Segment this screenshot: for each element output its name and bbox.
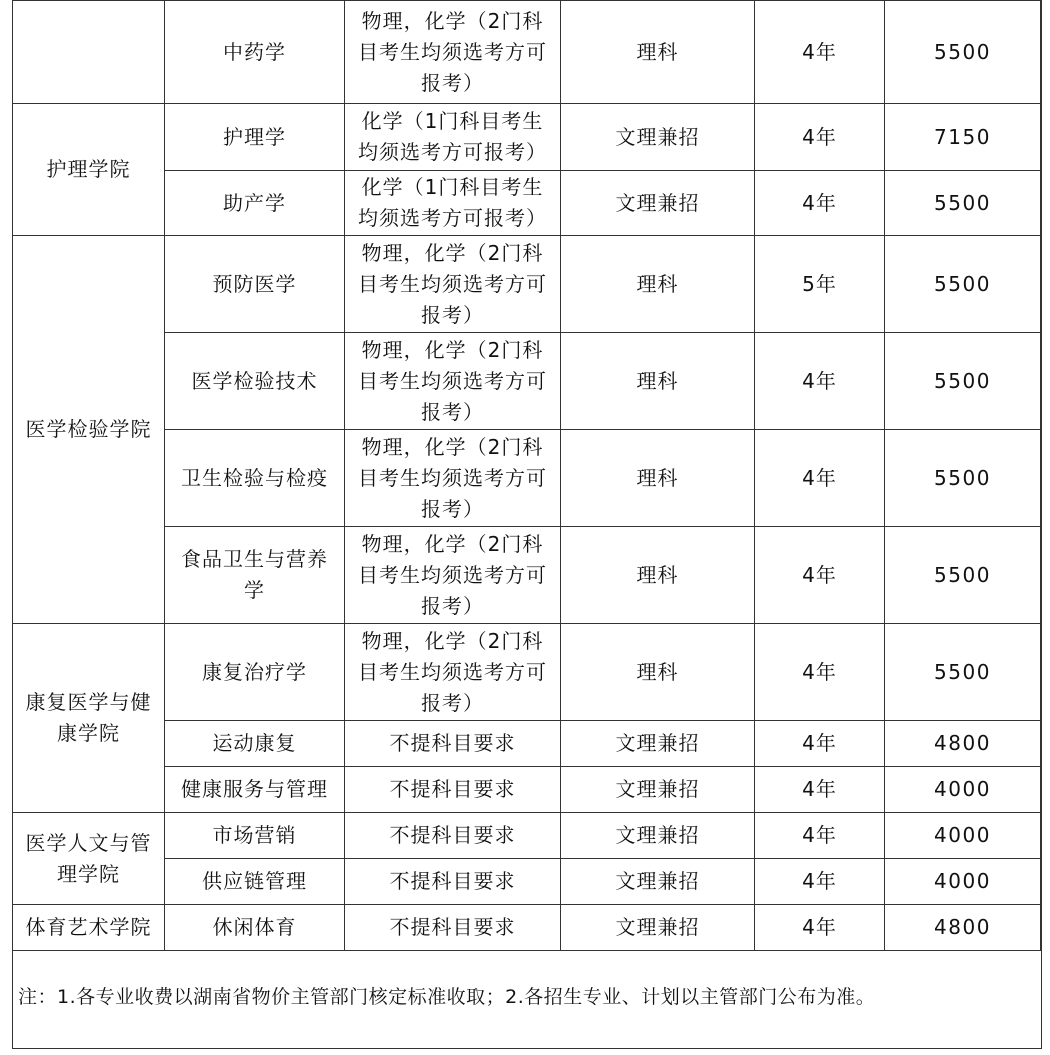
duration-cell: 4年 [755, 430, 885, 527]
duration-cell: 4年 [755, 333, 885, 430]
table-row [13, 721, 1041, 767]
college-cell: 护理学院 [13, 104, 165, 236]
category-cell: 文理兼招 [561, 104, 755, 171]
fee-table [12, 0, 1041, 951]
fee-cell: 5500 [885, 527, 1041, 624]
category-cell: 理科 [561, 430, 755, 527]
fee-cell: 5500 [885, 430, 1041, 527]
requirement-cell: 化学（1门科目考生均须选考方可报考） [345, 104, 561, 171]
category-cell: 文理兼招 [561, 171, 755, 236]
requirement-cell: 物理，化学（2门科目考生均须选考方可报考） [345, 430, 561, 527]
major-cell: 运动康复 [165, 721, 345, 767]
duration-cell: 4年 [755, 104, 885, 171]
category-cell: 理科 [561, 624, 755, 721]
major-cell: 中药学 [165, 1, 345, 104]
requirement-cell: 不提科目要求 [345, 813, 561, 859]
requirement-cell: 不提科目要求 [345, 905, 561, 951]
table-row [13, 859, 1041, 905]
table-row [13, 624, 1041, 721]
category-cell: 理科 [561, 527, 755, 624]
college-cell: 体育艺术学院 [13, 905, 165, 951]
major-cell: 卫生检验与检疫 [165, 430, 345, 527]
requirement-cell: 不提科目要求 [345, 721, 561, 767]
duration-cell: 4年 [755, 171, 885, 236]
major-cell: 康复治疗学 [165, 624, 345, 721]
table-row [13, 813, 1041, 859]
fee-cell: 4800 [885, 721, 1041, 767]
duration-cell: 4年 [755, 624, 885, 721]
college-cell: 医学人文与管理学院 [13, 813, 165, 905]
table-row [13, 236, 1041, 333]
category-cell: 文理兼招 [561, 905, 755, 951]
category-cell: 理科 [561, 236, 755, 333]
fee-table-body [13, 1, 1041, 951]
college-cell [13, 1, 165, 104]
fee-cell: 5500 [885, 236, 1041, 333]
major-cell: 护理学 [165, 104, 345, 171]
college-cell: 康复医学与健康学院 [13, 624, 165, 813]
duration-cell: 4年 [755, 767, 885, 813]
major-cell: 助产学 [165, 171, 345, 236]
category-cell: 文理兼招 [561, 721, 755, 767]
requirement-cell: 物理，化学（2门科目考生均须选考方可报考） [345, 236, 561, 333]
requirement-cell: 化学（1门科目考生均须选考方可报考） [345, 171, 561, 236]
category-cell: 文理兼招 [561, 767, 755, 813]
requirement-cell: 物理，化学（2门科目考生均须选考方可报考） [345, 333, 561, 430]
fee-cell: 4000 [885, 813, 1041, 859]
duration-cell: 4年 [755, 721, 885, 767]
category-cell: 文理兼招 [561, 859, 755, 905]
duration-cell: 4年 [755, 527, 885, 624]
college-cell: 医学检验学院 [13, 236, 165, 624]
requirement-cell: 物理，化学（2门科目考生均须选考方可报考） [345, 624, 561, 721]
requirement-cell: 不提科目要求 [345, 859, 561, 905]
major-cell: 休闲体育 [165, 905, 345, 951]
fee-cell: 5500 [885, 624, 1041, 721]
fee-cell: 4000 [885, 859, 1041, 905]
major-cell: 供应链管理 [165, 859, 345, 905]
major-cell: 食品卫生与营养学 [165, 527, 345, 624]
table-row [13, 430, 1041, 527]
fee-cell: 5500 [885, 333, 1041, 430]
fee-cell: 7150 [885, 104, 1041, 171]
duration-cell: 4年 [755, 859, 885, 905]
requirement-cell: 物理，化学（2门科目考生均须选考方可报考） [345, 1, 561, 104]
table-row [13, 333, 1041, 430]
requirement-cell: 不提科目要求 [345, 767, 561, 813]
major-cell: 预防医学 [165, 236, 345, 333]
table-row [13, 171, 1041, 236]
duration-cell: 4年 [755, 1, 885, 104]
duration-cell: 4年 [755, 813, 885, 859]
requirement-cell: 物理，化学（2门科目考生均须选考方可报考） [345, 527, 561, 624]
fee-cell: 4000 [885, 767, 1041, 813]
duration-cell: 5年 [755, 236, 885, 333]
fee-cell: 5500 [885, 1, 1041, 104]
table-row [13, 1, 1041, 104]
category-cell: 理科 [561, 1, 755, 104]
major-cell: 医学检验技术 [165, 333, 345, 430]
table-row [13, 905, 1041, 951]
table-row [13, 104, 1041, 171]
category-cell: 理科 [561, 333, 755, 430]
category-cell: 文理兼招 [561, 813, 755, 859]
table-row [13, 767, 1041, 813]
table-row [13, 527, 1041, 624]
fee-cell: 5500 [885, 171, 1041, 236]
duration-cell: 4年 [755, 905, 885, 951]
fee-cell: 4800 [885, 905, 1041, 951]
major-cell: 健康服务与管理 [165, 767, 345, 813]
footnote: 注：1.各专业收费以湖南省物价主管部门核定标准收取；2.各招生专业、计划以主管部门公布为准。 [18, 986, 876, 1008]
major-cell: 市场营销 [165, 813, 345, 859]
